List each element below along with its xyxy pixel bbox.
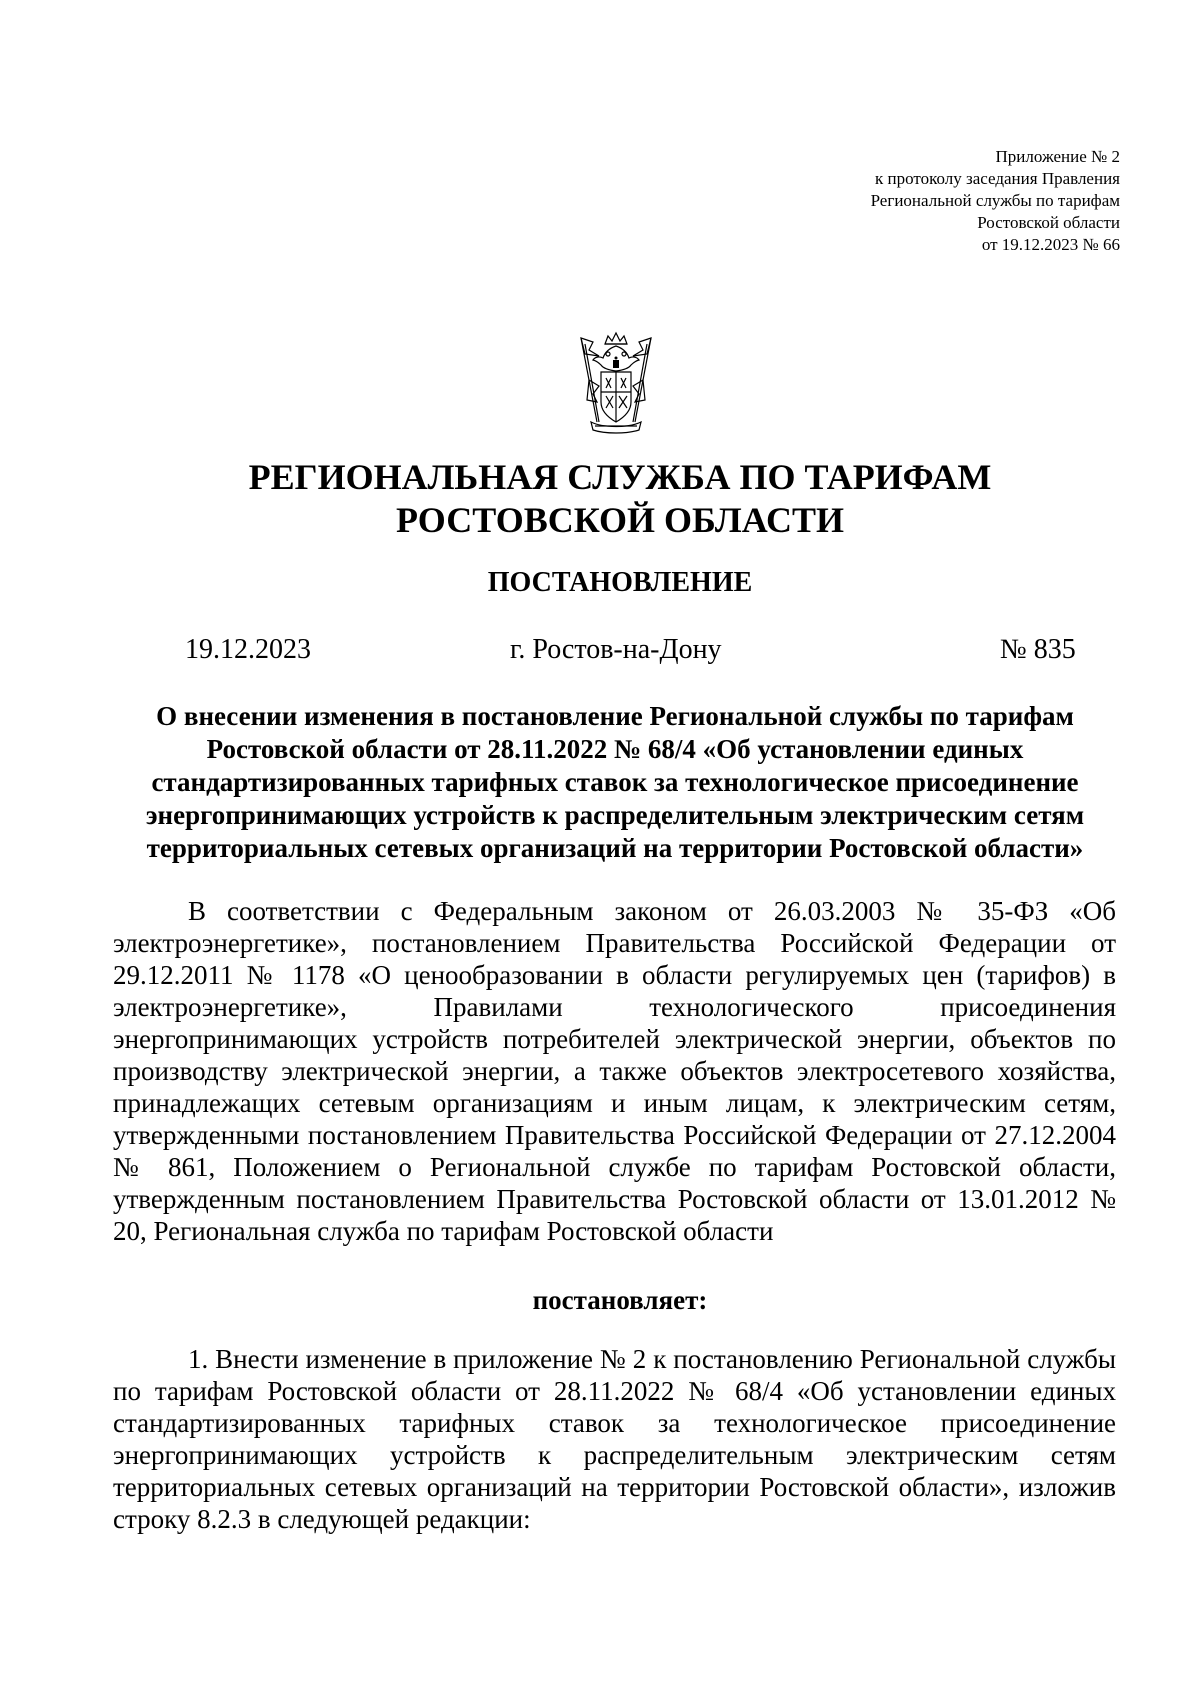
document-date: 19.12.2023 bbox=[185, 634, 311, 665]
appendix-line: к протоколу заседания Правления bbox=[875, 169, 1120, 188]
agency-name-line: РЕГИОНАЛЬНАЯ СЛУЖБА ПО ТАРИФАМ bbox=[248, 457, 992, 497]
item-1-paragraph: 1. Внести изменение в приложение № 2 к постановлению Региональной службы по тарифам Ростовской области от 28.11.2022 № 68/4 «Об установлении единых стандартизированных тарифных ставок за технологическое присоединение энергопринимающих устройств к распределительным электрическим сетям территориальных сетевых организаций на территории Ростовской области», изложив строку 8.2.3 в следующей редакции: bbox=[113, 1344, 1116, 1534]
resolves-heading: постановляет: bbox=[532, 1285, 708, 1315]
appendix-line: от 19.12.2023 № 66 bbox=[981, 235, 1120, 254]
appendix-note bbox=[760, 146, 1120, 256]
appendix-line: Приложение № 2 bbox=[995, 147, 1120, 166]
agency-name bbox=[140, 456, 1100, 542]
document-subject: О внесении изменения в постановление Региональной службы по тарифам Ростовской области от 28.11.2022 № 68/4 «Об установлении единых стандартизированных тарифных ставок за технологическое присоединение энергопринимающих устройств к распределительным электрическим сетям территориальных сетевых организаций на территории Ростовской области» bbox=[145, 701, 1085, 863]
document-city: г. Ростов-на-Дону bbox=[510, 634, 722, 665]
document-type: ПОСТАНОВЛЕНИЕ bbox=[487, 567, 753, 598]
appendix-line: Ростовской области bbox=[977, 213, 1120, 232]
appendix-line: Региональной службы по тарифам bbox=[870, 191, 1120, 210]
agency-name-line: РОСТОВСКОЙ ОБЛАСТИ bbox=[396, 500, 844, 540]
document-meta bbox=[0, 632, 1200, 668]
preamble-paragraph: В соответствии с Федеральным законом от 26.03.2003 № 35-ФЗ «Об электроэнергетике», постановлением Правительства Российской Федерации от 29.12.2011 № 1178 «О ценообразовании в области регулируемых цен (тарифов) в электроэнергетике», Правилами технологического присоединения энергопринимающих устройств потребителей электрической энергии, объектов по производству электрической энергии, а также объектов электросетевого хозяйства, принадлежащих сетевым организациям и иным лицам, к электрическим сетям, утвержденными постановлением Правительства Российской Федерации от 27.12.2004 № 861, Положением о Региональной службе по тарифам Ростовской области, утвержденным постановлением Правительства Ростовской области от 13.01.2012 № 20, Региональная служба по тарифам Ростовской области bbox=[113, 896, 1116, 1246]
document-number: № 835 bbox=[1000, 634, 1076, 665]
coat-of-arms-icon bbox=[575, 330, 657, 434]
